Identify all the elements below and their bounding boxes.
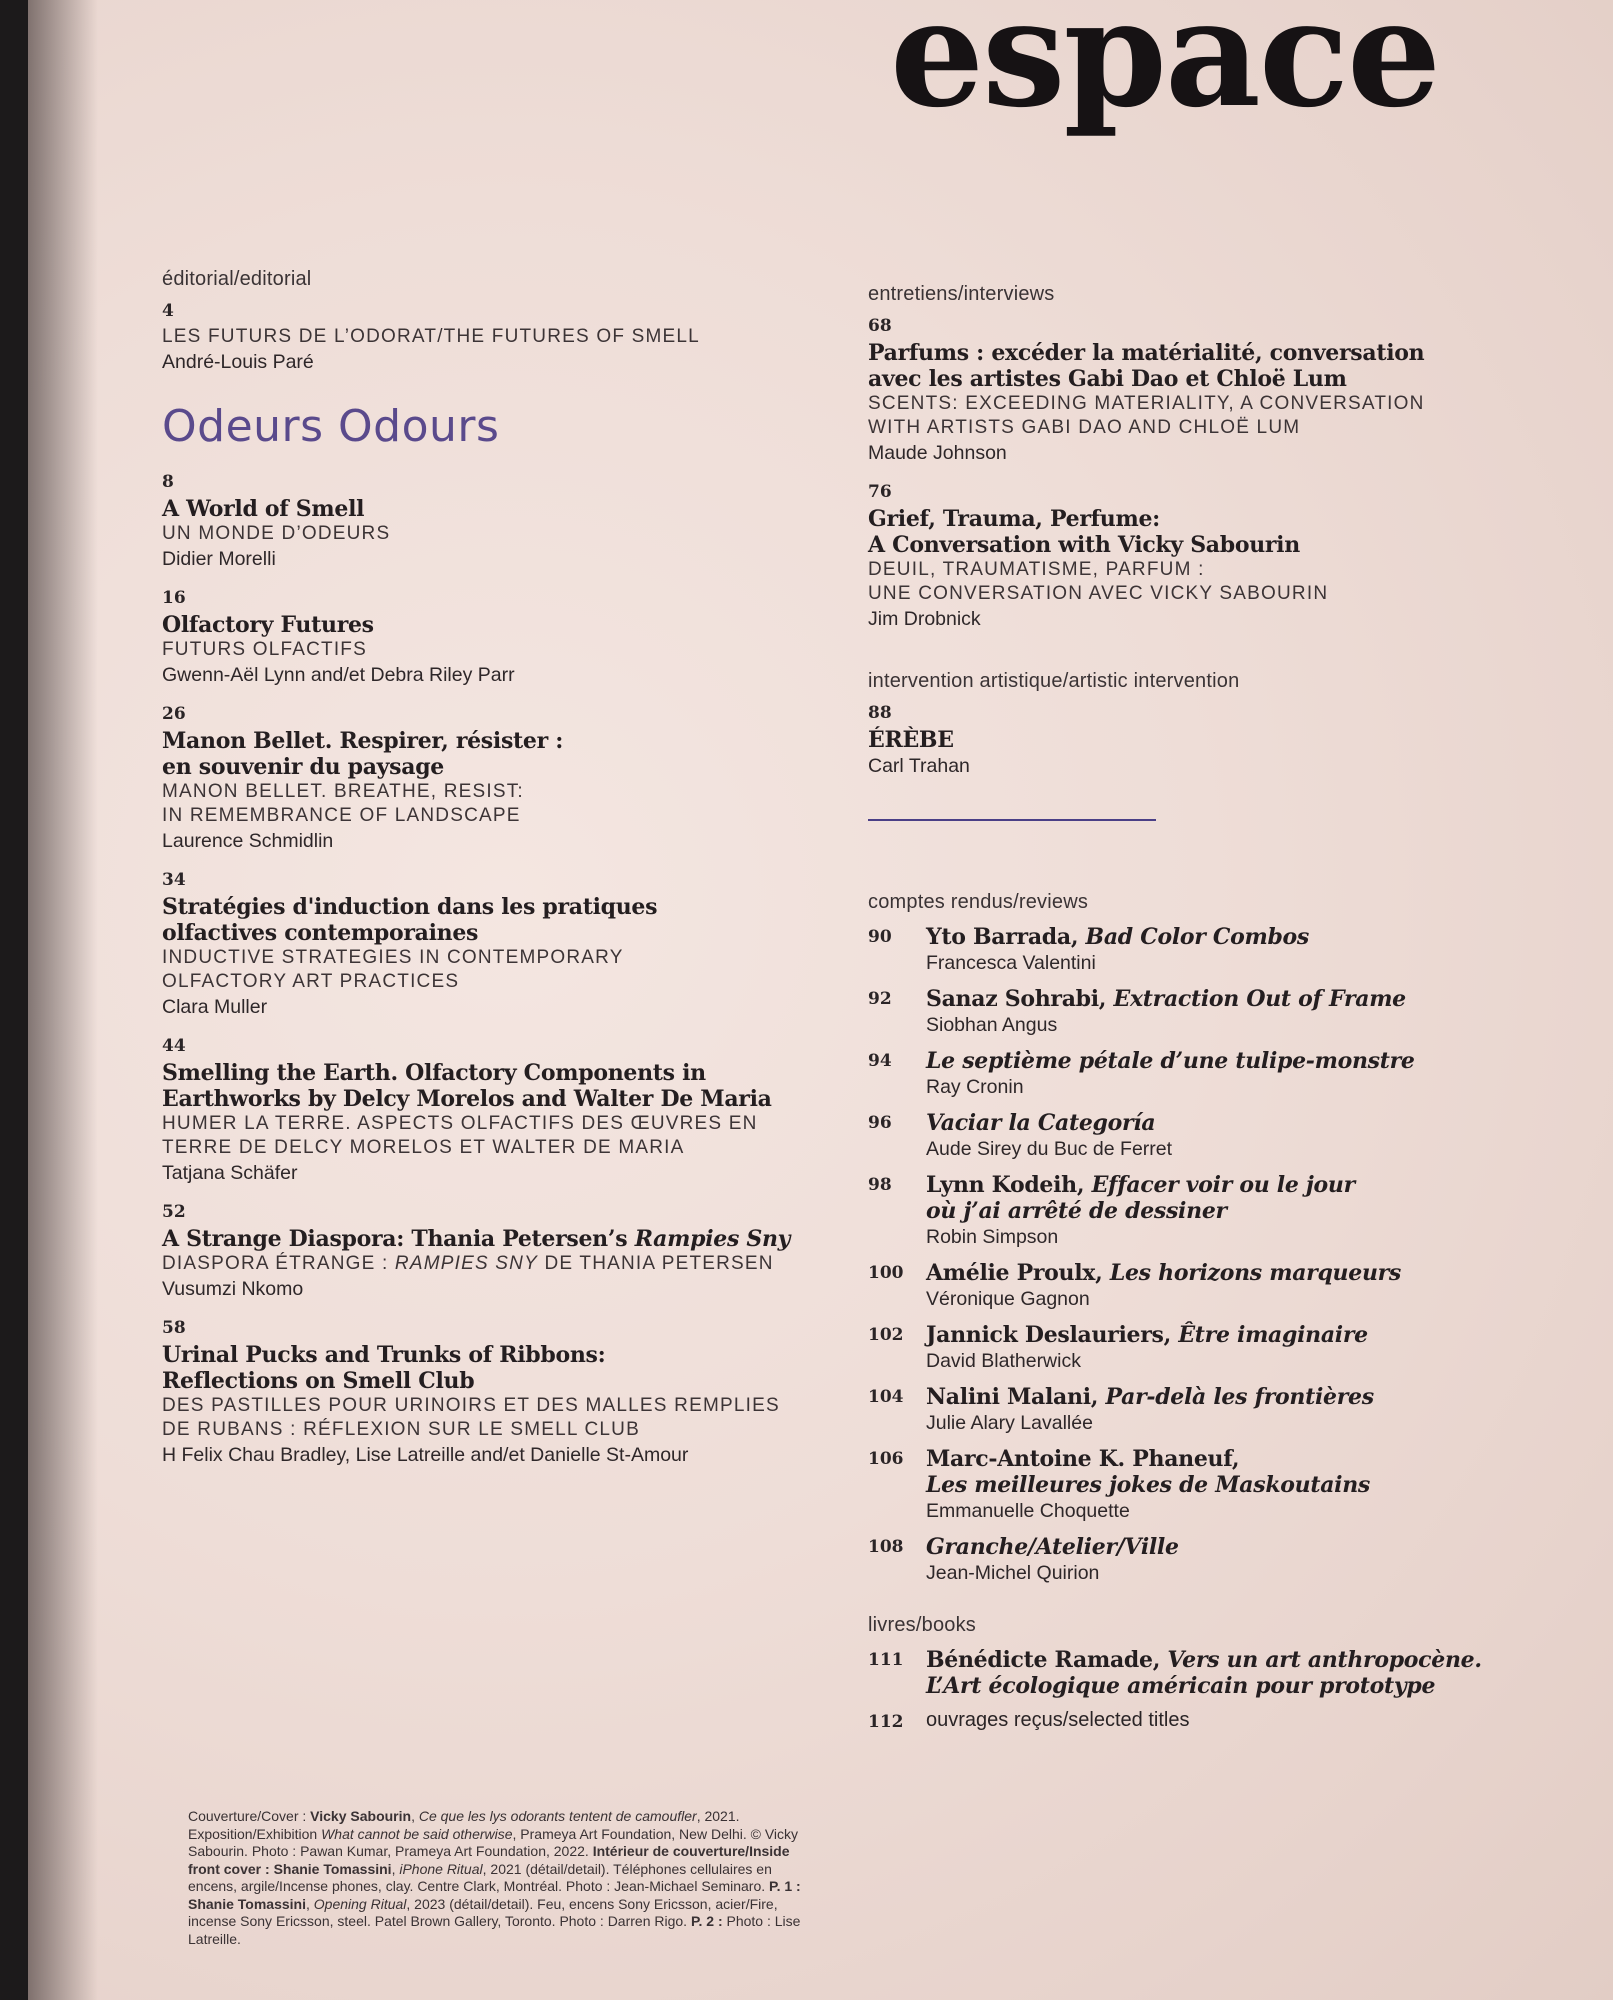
feature-author: Tatjana Schäfer — [162, 1162, 298, 1184]
feature-translation-line2: TERRE DE DELCY MORELOS ET WALTER DE MARIA — [162, 1137, 685, 1158]
review-author: Siobhan Angus — [926, 1014, 1058, 1036]
page-number: 106 — [868, 1449, 904, 1469]
page-number: 52 — [162, 1202, 186, 1222]
review-author: David Blatherwick — [926, 1350, 1081, 1372]
feature-translation: MANON BELLET. BREATHE, RESIST: — [162, 781, 524, 802]
translation-part: DIASPORA ÉTRANGE : — [162, 1253, 395, 1274]
page-number: 8 — [162, 472, 174, 492]
books-label: livres/books — [868, 1614, 976, 1636]
review-work: Extraction Out of Frame — [1113, 986, 1406, 1012]
intervention-author: Carl Trahan — [868, 755, 970, 777]
review-work: Bad Color Combos — [1085, 924, 1310, 950]
page-number: 111 — [868, 1650, 904, 1670]
page-number: 102 — [868, 1325, 904, 1345]
review-entry[interactable] — [868, 1172, 1508, 1250]
feature-entry[interactable] — [162, 588, 802, 688]
review-work: Les meilleures jokes de Maskoutains — [926, 1472, 1371, 1498]
review-title — [926, 1384, 1374, 1410]
feature-translation: FUTURS OLFACTIFS — [162, 639, 367, 660]
credit-text: , 2021. Exposition/Exhibition — [188, 1808, 740, 1842]
feature-translation: INDUCTIVE STRATEGIES IN CONTEMPORARY — [162, 947, 624, 968]
credit-text: , — [306, 1895, 314, 1912]
interview-entry[interactable] — [868, 482, 1508, 632]
credit-text: , — [411, 1808, 419, 1824]
book-work-line2: L’Art écologique américain pour prototype — [926, 1673, 1436, 1699]
feature-translation-line2: OLFACTORY ART PRACTICES — [162, 971, 460, 992]
interview-translation: SCENTS: EXCEEDING MATERIALITY, A CONVERSATION — [868, 393, 1425, 414]
interview-title: Parfums : excéder la matérialité, conversation — [868, 340, 1425, 366]
review-author: Jean-Michel Quirion — [926, 1562, 1100, 1584]
feature-title-line2: Reflections on Smell Club — [162, 1368, 475, 1394]
page-number: 94 — [868, 1051, 892, 1071]
left-column — [162, 268, 802, 1484]
reviews-label: comptes rendus/reviews — [868, 891, 1089, 913]
review-work-line2: où j’ai arrêté de dessiner — [926, 1198, 1227, 1224]
page-number: 108 — [868, 1537, 904, 1557]
page-number: 92 — [868, 989, 892, 1009]
book-work: Vers un art anthropocène. — [1167, 1647, 1482, 1673]
credit-text: Couverture/Cover : — [188, 1808, 311, 1824]
review-author: Véronique Gagnon — [926, 1288, 1090, 1310]
binding-shadow — [28, 0, 98, 2000]
review-author: Francesca Valentini — [926, 952, 1096, 974]
translation-part: DE THANIA PETERSEN — [537, 1253, 774, 1274]
editorial-author: André-Louis Paré — [162, 351, 314, 373]
translation-italic: RAMPIES SNY — [394, 1253, 538, 1274]
credit-text: , Prameya Art Foundation, New Delhi. © Vicky Sabourin. Photo : Pawan Kumar, Prameya Art Foundation, 2022. — [188, 1825, 799, 1859]
review-artist: Yto Barrada, — [926, 924, 1086, 950]
book-entry[interactable] — [868, 1647, 1508, 1699]
interview-title-line2: avec les artistes Gabi Dao et Chloë Lum — [868, 366, 1347, 392]
magazine-page — [28, 0, 1613, 2000]
book-title — [926, 1647, 1482, 1673]
page-number: 96 — [868, 1113, 892, 1133]
feature-title-line2: olfactives contemporaines — [162, 920, 479, 946]
theme-title: Odeurs Odours — [162, 401, 500, 452]
interview-author: Jim Drobnick — [868, 608, 981, 630]
feature-title-text: A Strange Diaspora: Thania Petersen’s — [162, 1226, 628, 1252]
review-artist: Lynn Kodeih, — [926, 1172, 1092, 1198]
intervention-label: intervention artistique/artistic intervention — [868, 670, 1240, 692]
feature-entry[interactable] — [162, 1202, 802, 1302]
feature-translation: HUMER LA TERRE. ASPECTS OLFACTIFS DES ŒUVRES EN — [162, 1113, 758, 1134]
feature-translation-line2: IN REMEMBRANCE OF LANDSCAPE — [162, 805, 521, 826]
review-work: Granche/Atelier/Ville — [926, 1534, 1179, 1560]
review-entry[interactable] — [868, 1048, 1508, 1100]
page-number: 76 — [868, 482, 892, 502]
interview-title-line2: A Conversation with Vicky Sabourin — [868, 532, 1300, 558]
credit-text: , — [391, 1860, 400, 1877]
review-title — [926, 924, 1309, 950]
credit-bold: Intérieur de couverture/Inside front cover : Shanie Tomassini — [188, 1843, 790, 1877]
review-work: Par-delà les frontières — [1105, 1384, 1374, 1410]
review-work: Être imaginaire — [1178, 1322, 1368, 1348]
review-title — [926, 986, 1406, 1012]
interviews-label: entretiens/interviews — [868, 283, 1055, 305]
review-artist: Sanaz Sohrabi, — [926, 986, 1114, 1012]
feature-author: Gwenn-Aël Lynn and/et Debra Riley Parr — [162, 664, 515, 686]
feature-author: Laurence Schmidlin — [162, 830, 334, 852]
feature-title-line2: Earthworks by Delcy Morelos and Walter De Maria — [162, 1086, 772, 1112]
feature-entry[interactable] — [162, 870, 802, 1020]
interview-author: Maude Johnson — [868, 442, 1007, 464]
feature-translation — [162, 1252, 802, 1276]
interview-entry[interactable] — [868, 316, 1508, 466]
feature-entry[interactable] — [162, 704, 802, 854]
feature-entry[interactable] — [162, 1318, 802, 1468]
feature-author: Vusumzi Nkomo — [162, 1278, 304, 1300]
feature-title: Manon Bellet. Respirer, résister : — [162, 728, 564, 754]
credit-bold: P. 1 : Shanie Tomassini — [188, 1878, 801, 1912]
feature-translation: UN MONDE D’ODEURS — [162, 523, 391, 544]
review-work: Le septième pétale d’une tulipe-monstre — [926, 1048, 1415, 1074]
review-author: Robin Simpson — [926, 1226, 1059, 1248]
interview-translation-line2: WITH ARTISTS GABI DAO AND CHLOË LUM — [868, 417, 1301, 438]
interview-translation: DEUIL, TRAUMATISME, PARFUM : — [868, 559, 1205, 580]
page-number: 100 — [868, 1263, 904, 1283]
review-author: Aude Sirey du Buc de Ferret — [926, 1138, 1173, 1160]
credit-bold: P. 2 : — [690, 1913, 723, 1929]
feature-entry[interactable] — [162, 472, 802, 572]
selected-titles-entry[interactable] — [868, 1709, 1508, 1732]
feature-title: Stratégies d'induction dans les pratiques — [162, 894, 658, 920]
review-entry[interactable] — [868, 1534, 1508, 1586]
credit-italic: iPhone Ritual — [399, 1860, 483, 1877]
credit-italic: Ce que les lys odorants tentent de camoufler — [418, 1808, 697, 1824]
intervention-title: ÉRÈBE — [868, 727, 954, 753]
feature-translation: DES PASTILLES POUR URINOIRS ET DES MALLES REMPLIES — [162, 1395, 780, 1416]
credit-bold: Vicky Sabourin — [310, 1808, 412, 1824]
page-number: 34 — [162, 870, 186, 890]
credit-italic: Opening Ritual — [313, 1895, 407, 1912]
page-number: 58 — [162, 1318, 186, 1338]
page-number: 44 — [162, 1036, 186, 1056]
editorial-title: LES FUTURS DE L’ODORAT/THE FUTURES OF SMELL — [162, 326, 700, 347]
feature-title: Urinal Pucks and Trunks of Ribbons: — [162, 1342, 606, 1368]
espace-logo: espace — [890, 0, 1440, 140]
feature-author: H Felix Chau Bradley, Lise Latreille and/et Danielle St-Amour — [162, 1444, 689, 1466]
credit-italic: What cannot be said otherwise — [321, 1825, 513, 1842]
review-title — [926, 1322, 1368, 1348]
feature-title — [162, 1226, 802, 1252]
feature-title: Olfactory Futures — [162, 612, 374, 638]
review-author: Julie Alary Lavallée — [926, 1412, 1093, 1434]
interview-translation-line2: UNE CONVERSATION AVEC VICKY SABOURIN — [868, 583, 1329, 604]
review-title — [926, 1172, 1355, 1198]
review-author: Ray Cronin — [926, 1076, 1024, 1098]
feature-title-italic: Rampies Sny — [634, 1226, 791, 1252]
page-number: 16 — [162, 588, 186, 608]
page-number: 68 — [868, 316, 892, 336]
feature-author: Didier Morelli — [162, 548, 276, 570]
feature-author: Clara Muller — [162, 996, 268, 1018]
interview-title: Grief, Trauma, Perfume: — [868, 506, 1160, 532]
review-work: Vaciar la Categoría — [926, 1110, 1156, 1136]
review-author: Emmanuelle Choquette — [926, 1500, 1130, 1522]
review-entry[interactable] — [868, 924, 1508, 976]
page-number: 90 — [868, 927, 892, 947]
page-number: 4 — [162, 301, 174, 321]
review-entry[interactable] — [868, 986, 1508, 1038]
page-number: 88 — [868, 703, 892, 723]
right-column — [868, 283, 1508, 1742]
page-number: 104 — [868, 1387, 904, 1407]
review-title — [926, 1260, 1401, 1286]
page-number: 98 — [868, 1175, 892, 1195]
page-number: 26 — [162, 704, 186, 724]
review-artist: Nalini Malani, — [926, 1384, 1106, 1410]
feature-entry[interactable] — [162, 1036, 802, 1186]
review-entry[interactable] — [868, 1446, 1508, 1524]
selected-titles-label: ouvrages reçus/selected titles — [926, 1709, 1190, 1731]
review-entry[interactable] — [868, 1260, 1508, 1312]
review-work: Les horizons marqueurs — [1109, 1260, 1402, 1286]
book-author: Bénédicte Ramade, — [926, 1647, 1168, 1673]
feature-title: A World of Smell — [162, 496, 365, 522]
review-entry[interactable] — [868, 1384, 1508, 1436]
editorial-entry[interactable] — [162, 301, 802, 375]
page-number: 112 — [868, 1712, 904, 1732]
intervention-entry[interactable] — [868, 703, 1508, 779]
review-entry[interactable] — [868, 1110, 1508, 1162]
feature-title-line2: en souvenir du paysage — [162, 754, 444, 780]
section-divider — [868, 819, 1156, 821]
credit-text: , 2023 (détail/detail). Feu, encens Sony Ericsson, acier/Fire, incense Sony Ericsson, steel. Patel Brown Gallery, Toronto. Photo : Darren Rigo. — [188, 1895, 778, 1929]
review-work: Effacer voir ou le jour — [1091, 1172, 1355, 1198]
review-artist: Jannick Deslauriers, — [926, 1322, 1179, 1348]
editorial-label: éditorial/editorial — [162, 268, 312, 290]
review-entry[interactable] — [868, 1322, 1508, 1374]
cover-credits — [188, 1808, 808, 1948]
feature-title: Smelling the Earth. Olfactory Components in — [162, 1060, 706, 1086]
review-artist: Amélie Proulx, — [926, 1260, 1110, 1286]
credit-text: Photo : Lise Latreille. — [188, 1913, 801, 1947]
credit-text: , 2021 (détail/detail). Téléphones cellulaires en encens, argile/Incense phones, clay. Centre Clark, Montréal. Photo : Jean-Michael Seminaro. — [188, 1860, 772, 1894]
review-artist: Marc-Antoine K. Phaneuf, — [926, 1446, 1240, 1472]
feature-translation-line2: DE RUBANS : RÉFLEXION SUR LE SMELL CLUB — [162, 1419, 640, 1440]
